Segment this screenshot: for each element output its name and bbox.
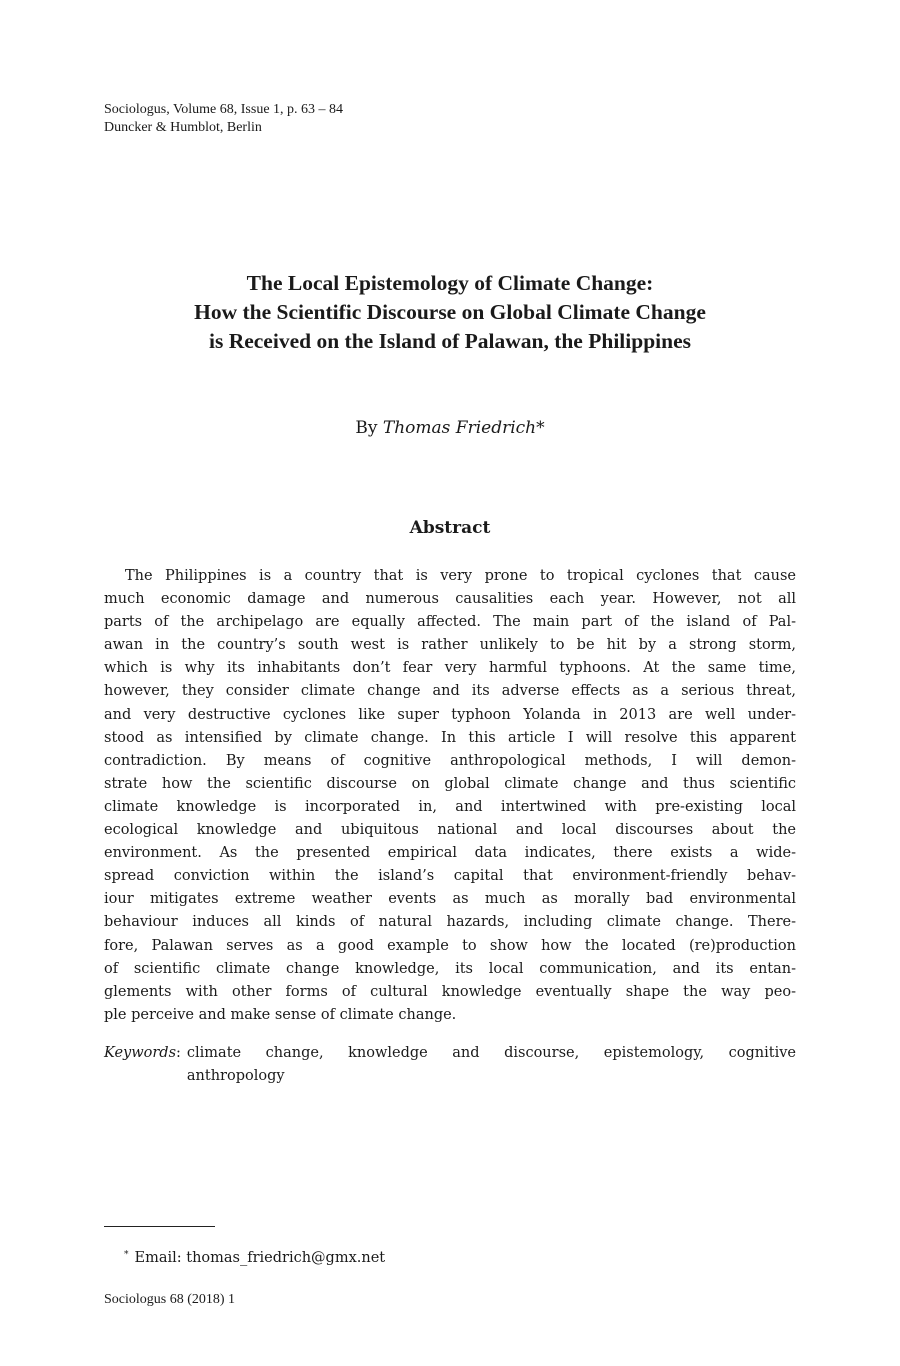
keywords-separator: : bbox=[176, 1045, 181, 1061]
abstract-line: glements with other forms of cultural knowledge eventually shape the way peo- bbox=[104, 983, 796, 1000]
abstract-line: behaviour induces all kinds of natural hazards, including climate change. There- bbox=[104, 914, 796, 931]
abstract-line: environment. As the presented empirical data indicates, there exists a wide- bbox=[104, 845, 796, 862]
abstract-body bbox=[104, 565, 796, 1027]
title-line: The Local Epistemology of Climate Change: bbox=[246, 271, 654, 295]
abstract-line: of scientific climate change knowledge, its local communication, and its entan- bbox=[104, 960, 796, 977]
abstract-line: iour mitigates extreme weather events as much as morally bad environmental bbox=[104, 891, 796, 908]
keywords-label: Keywords bbox=[104, 1045, 177, 1061]
abstract-line: ecological knowledge and ubiquitous national and local discourses about the bbox=[104, 822, 796, 839]
journal-footer: Sociologus 68 (2018) 1 bbox=[104, 1292, 236, 1307]
abstract-line: climate knowledge is incorporated in, and intertwined with pre-existing local bbox=[104, 798, 796, 815]
byline-prefix: By bbox=[355, 418, 378, 438]
byline bbox=[100, 416, 800, 440]
keywords-line: anthropology bbox=[186, 1068, 285, 1085]
title-line: How the Scientific Discourse on Global Climate Change bbox=[194, 300, 706, 324]
keywords-block bbox=[104, 1042, 796, 1088]
abstract-line: spread conviction within the island’s capital that environment-friendly behav- bbox=[104, 868, 796, 885]
abstract-line: however, they consider climate change and its adverse effects as a serious threat, bbox=[104, 683, 796, 700]
abstract-line: The Philippines is a country that is very prone to tropical cyclones that cause bbox=[125, 568, 796, 584]
abstract-line: strate how the scientific discourse on global climate change and thus scientific bbox=[104, 775, 796, 792]
footnote-divider bbox=[104, 1226, 215, 1227]
keywords-line: climate change, knowledge and discourse, epistemology, cognitive bbox=[186, 1045, 796, 1061]
author-name: Thomas Friedrich* bbox=[382, 418, 545, 438]
abstract-line: parts of the archipelago are equally affected. The main part of the island of Pal- bbox=[104, 614, 796, 631]
author-footnote bbox=[124, 1244, 385, 1269]
abstract-line: awan in the country’s south west is rather unlikely to be hit by a strong storm, bbox=[104, 637, 796, 654]
abstract-line: and very destructive cyclones like super typhoon Yolanda in 2013 are well under- bbox=[104, 706, 796, 723]
publisher-line: Duncker & Humblot, Berlin bbox=[104, 120, 262, 135]
title-line: is Received on the Island of Palawan, the Philippines bbox=[208, 329, 691, 353]
author-email: Email: thomas_friedrich@gmx.net bbox=[134, 1250, 386, 1266]
abstract-heading: Abstract bbox=[409, 518, 491, 538]
abstract-line: contradiction. By means of cognitive anthropological methods, I will demon- bbox=[104, 752, 796, 769]
footnote-mark: * bbox=[124, 1250, 129, 1260]
abstract-line: stood as intensified by climate change. In this article I will resolve this apparent bbox=[104, 729, 796, 746]
abstract-line: fore, Palawan serves as a good example to show how the located (re)production bbox=[104, 937, 796, 954]
abstract-line: much economic damage and numerous causalities each year. However, not all bbox=[104, 591, 796, 608]
journal-citation: Sociologus, Volume 68, Issue 1, p. 63 – 84 bbox=[104, 102, 344, 117]
journal-header bbox=[104, 101, 343, 137]
abstract-line: ple perceive and make sense of climate change. bbox=[104, 1006, 457, 1023]
article-title bbox=[100, 269, 800, 356]
keywords-list bbox=[187, 1042, 796, 1088]
abstract-line: which is why its inhabitants don’t fear very harmful typhoons. At the same time, bbox=[104, 660, 796, 677]
